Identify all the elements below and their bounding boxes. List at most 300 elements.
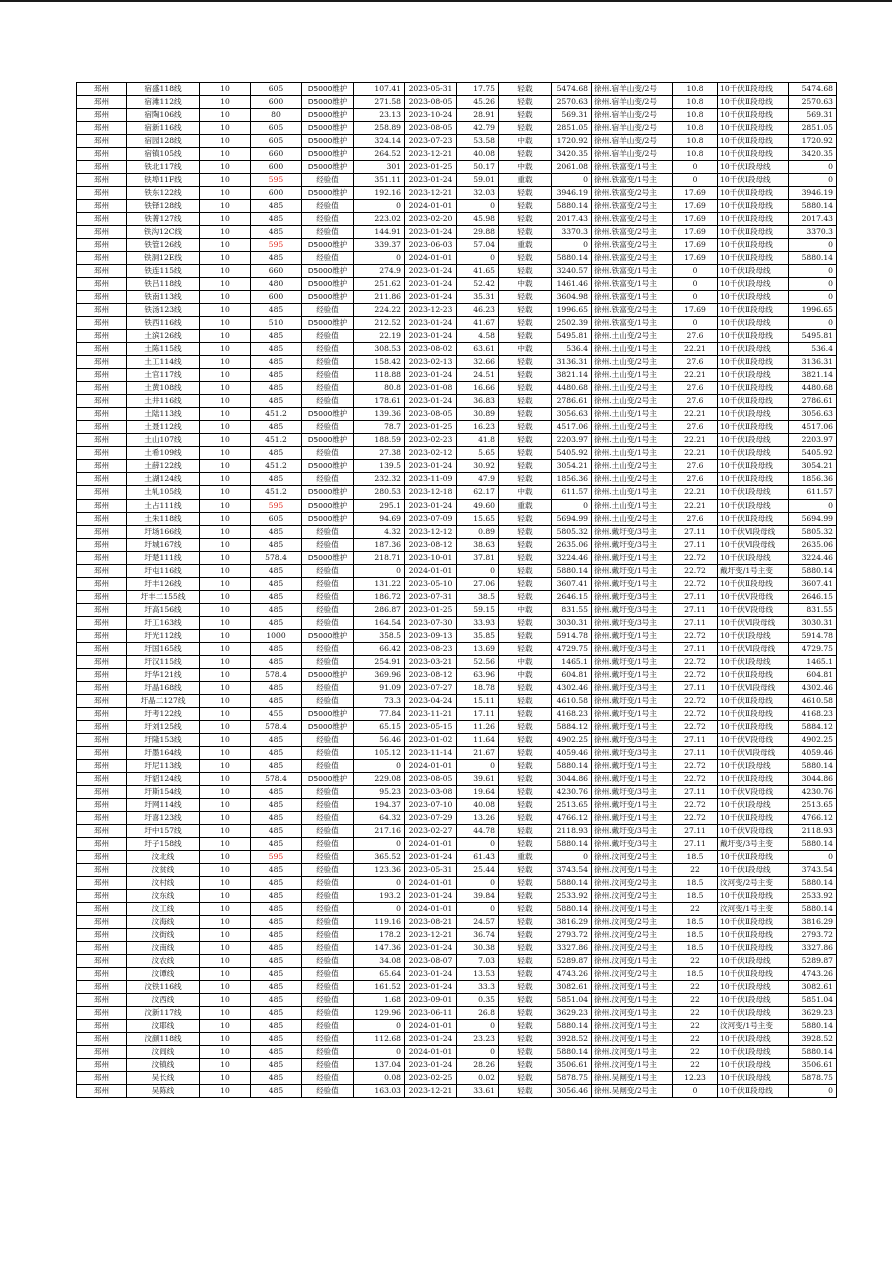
- status-cell: 轻载: [499, 629, 552, 642]
- transformer-rate-cell: 27.11: [673, 642, 718, 655]
- substation-cell: 徐州.戴圩变/1号主: [592, 551, 673, 564]
- voltage-cell: 10: [200, 174, 251, 187]
- margin-cell: 5884.12: [552, 720, 592, 733]
- load-cell: 158.42: [354, 356, 405, 369]
- voltage-cell: 10: [200, 525, 251, 538]
- line-name-cell: 汶南线: [127, 942, 200, 955]
- margin-cell: 2502.39: [552, 317, 592, 330]
- voltage-cell: 10: [200, 850, 251, 863]
- status-cell: 轻载: [499, 317, 552, 330]
- load-cell: 163.03: [354, 1085, 405, 1098]
- load-rate-cell: 0: [457, 876, 499, 889]
- voltage-cell: 10: [200, 968, 251, 981]
- table-row: [77, 694, 837, 707]
- load-cell: 65.15: [354, 720, 405, 733]
- line-name-cell: 土滨126线: [127, 330, 200, 343]
- city-cell: 邳州: [77, 1059, 127, 1072]
- status-cell: 轻载: [499, 226, 552, 239]
- line-name-cell: 土希109线: [127, 447, 200, 460]
- transformer-rate-cell: 10.8: [673, 109, 718, 122]
- voltage-cell: 10: [200, 473, 251, 486]
- margin-cell: 2533.92: [552, 889, 592, 902]
- load-rate-cell: 0.02: [457, 1072, 499, 1085]
- voltage-cell: 10: [200, 538, 251, 551]
- line-name-cell: 宿盛118线: [127, 83, 200, 96]
- status-cell: 轻载: [499, 564, 552, 577]
- line-name-cell: 汶村线: [127, 876, 200, 889]
- substation-cell: 徐州.汶河变/2号主: [592, 850, 673, 863]
- voltage-cell: 10: [200, 252, 251, 265]
- source-cell: D5000维护: [302, 122, 354, 135]
- transformer-rate-cell: 27.6: [673, 512, 718, 525]
- capacity-cell: 485: [251, 200, 302, 213]
- transformer-rate-cell: 18.5: [673, 929, 718, 942]
- transformer-rate-cell: 27.11: [673, 785, 718, 798]
- table-row: [77, 1085, 837, 1098]
- load-cell: 271.58: [354, 96, 405, 109]
- load-rate-cell: 62.17: [457, 486, 499, 499]
- transformer-rate-cell: 27.11: [673, 616, 718, 629]
- line-name-cell: 圩子158线: [127, 837, 200, 850]
- substation-cell: 徐州.铁富变/1号主: [592, 161, 673, 174]
- source-cell: D5000维护: [302, 109, 354, 122]
- line-name-cell: 圩华121线: [127, 668, 200, 681]
- substation-cell: 徐州.铁富变/1号主: [592, 291, 673, 304]
- load-rate-cell: 52.56: [457, 655, 499, 668]
- capacity-cell: 485: [251, 929, 302, 942]
- load-cell: 34.08: [354, 955, 405, 968]
- load-rate-cell: 63.96: [457, 668, 499, 681]
- line-name-cell: 土陈115线: [127, 343, 200, 356]
- status-cell: 轻载: [499, 681, 552, 694]
- date-cell: 2023-01-25: [405, 603, 457, 616]
- table-row: [77, 733, 837, 746]
- voltage-cell: 10: [200, 824, 251, 837]
- transformer-rate-cell: 22.72: [673, 707, 718, 720]
- available-cell: 3136.31: [789, 356, 837, 369]
- source-cell: 经验值: [302, 863, 354, 876]
- available-cell: 5289.87: [789, 955, 837, 968]
- margin-cell: 4610.58: [552, 694, 592, 707]
- source-cell: 经验值: [302, 252, 354, 265]
- source-cell: 经验值: [302, 994, 354, 1007]
- load-rate-cell: 30.89: [457, 408, 499, 421]
- margin-cell: 3816.29: [552, 916, 592, 929]
- bus-cell: 10千伏Ⅱ段母线: [718, 811, 789, 824]
- table-row: [77, 200, 837, 213]
- load-cell: 324.14: [354, 135, 405, 148]
- table-row: [77, 1007, 837, 1020]
- status-cell: 轻载: [499, 733, 552, 746]
- bus-cell: 10千伏Ⅱ段母线: [718, 850, 789, 863]
- line-name-cell: 铁东122线: [127, 187, 200, 200]
- capacity-cell: 485: [251, 981, 302, 994]
- margin-cell: 4766.12: [552, 811, 592, 824]
- line-name-cell: 铁沟12C线: [127, 226, 200, 239]
- load-rate-cell: 13.69: [457, 642, 499, 655]
- margin-cell: 1996.65: [552, 304, 592, 317]
- date-cell: 2023-01-08: [405, 382, 457, 395]
- source-cell: 经验值: [302, 473, 354, 486]
- date-cell: 2023-06-03: [405, 239, 457, 252]
- table-row: [77, 239, 837, 252]
- table-row: [77, 96, 837, 109]
- voltage-cell: 10: [200, 668, 251, 681]
- load-rate-cell: 25.44: [457, 863, 499, 876]
- table-row: [77, 213, 837, 226]
- load-rate-cell: 21.67: [457, 746, 499, 759]
- substation-cell: 徐州.宿羊山变/2号: [592, 109, 673, 122]
- table-row: [77, 486, 837, 499]
- substation-cell: 徐州.土山变/1号主: [592, 499, 673, 512]
- date-cell: 2023-08-05: [405, 122, 457, 135]
- substation-cell: 徐州.汶河变/1号主: [592, 1007, 673, 1020]
- load-rate-cell: 32.03: [457, 187, 499, 200]
- source-cell: 经验值: [302, 1033, 354, 1046]
- city-cell: 邳州: [77, 148, 127, 161]
- transformer-rate-cell: 22: [673, 955, 718, 968]
- load-rate-cell: 59.15: [457, 603, 499, 616]
- line-name-cell: 宿新116线: [127, 122, 200, 135]
- source-cell: D5000维护: [302, 499, 354, 512]
- available-cell: 5495.81: [789, 330, 837, 343]
- substation-cell: 徐州.戴圩变/1号主: [592, 720, 673, 733]
- load-cell: 218.71: [354, 551, 405, 564]
- voltage-cell: 10: [200, 629, 251, 642]
- margin-cell: 1465.1: [552, 655, 592, 668]
- line-name-cell: 圩刘125线: [127, 720, 200, 733]
- load-rate-cell: 0: [457, 902, 499, 915]
- voltage-cell: 10: [200, 122, 251, 135]
- date-cell: 2023-03-21: [405, 655, 457, 668]
- status-cell: 重载: [499, 499, 552, 512]
- load-cell: 94.69: [354, 512, 405, 525]
- line-name-cell: 宿园128线: [127, 135, 200, 148]
- capacity-cell: 600: [251, 96, 302, 109]
- table-row: [77, 304, 837, 317]
- source-cell: D5000维护: [302, 408, 354, 421]
- load-cell: 56.46: [354, 733, 405, 746]
- voltage-cell: 10: [200, 226, 251, 239]
- table-row: [77, 161, 837, 174]
- transformer-rate-cell: 22.72: [673, 720, 718, 733]
- available-cell: 3816.29: [789, 916, 837, 929]
- available-cell: 4743.26: [789, 968, 837, 981]
- margin-cell: 3044.86: [552, 772, 592, 785]
- table-row: [77, 590, 837, 603]
- load-cell: 118.88: [354, 369, 405, 382]
- available-cell: 0: [789, 499, 837, 512]
- margin-cell: 2118.93: [552, 824, 592, 837]
- city-cell: 邳州: [77, 916, 127, 929]
- margin-cell: 3420.35: [552, 148, 592, 161]
- capacity-cell: 451.2: [251, 408, 302, 421]
- voltage-cell: 10: [200, 889, 251, 902]
- load-cell: 147.36: [354, 942, 405, 955]
- status-cell: 轻载: [499, 772, 552, 785]
- status-cell: 轻载: [499, 876, 552, 889]
- capacity-cell: 485: [251, 421, 302, 434]
- city-cell: 邳州: [77, 525, 127, 538]
- status-cell: 轻载: [499, 785, 552, 798]
- source-cell: 经验值: [302, 681, 354, 694]
- line-name-cell: 圩貂124线: [127, 772, 200, 785]
- transformer-rate-cell: 0: [673, 317, 718, 330]
- load-cell: 178.61: [354, 395, 405, 408]
- status-cell: 轻载: [499, 356, 552, 369]
- available-cell: 3629.23: [789, 1007, 837, 1020]
- bus-cell: 10千伏Ⅰ段母线: [718, 369, 789, 382]
- date-cell: 2023-08-12: [405, 538, 457, 551]
- load-rate-cell: 0: [457, 564, 499, 577]
- load-rate-cell: 36.83: [457, 395, 499, 408]
- load-rate-cell: 0: [457, 759, 499, 772]
- bus-cell: 10千伏Ⅱ段母线: [718, 707, 789, 720]
- load-cell: 66.42: [354, 642, 405, 655]
- bus-cell: 10千伏Ⅱ段母线: [718, 382, 789, 395]
- load-rate-cell: 32.66: [457, 356, 499, 369]
- city-cell: 邳州: [77, 421, 127, 434]
- substation-cell: 徐州.戴圩变/3号主: [592, 538, 673, 551]
- date-cell: 2023-11-14: [405, 746, 457, 759]
- bus-cell: 10千伏Ⅰ段母线: [718, 1072, 789, 1085]
- city-cell: 邳州: [77, 278, 127, 291]
- line-name-cell: 土黄108线: [127, 382, 200, 395]
- voltage-cell: 10: [200, 929, 251, 942]
- margin-cell: 2646.15: [552, 590, 592, 603]
- transformer-rate-cell: 22.21: [673, 499, 718, 512]
- load-rate-cell: 0.89: [457, 525, 499, 538]
- transformer-rate-cell: 27.6: [673, 395, 718, 408]
- load-rate-cell: 16.23: [457, 421, 499, 434]
- table-row: [77, 642, 837, 655]
- available-cell: 4610.58: [789, 694, 837, 707]
- available-cell: 2118.93: [789, 824, 837, 837]
- status-cell: 轻载: [499, 213, 552, 226]
- source-cell: 经验值: [302, 837, 354, 850]
- load-rate-cell: 26.8: [457, 1007, 499, 1020]
- available-cell: 1856.36: [789, 473, 837, 486]
- city-cell: 邳州: [77, 655, 127, 668]
- substation-cell: 徐州.土山变/2号主: [592, 382, 673, 395]
- source-cell: 经验值: [302, 304, 354, 317]
- source-cell: 经验值: [302, 759, 354, 772]
- margin-cell: 2793.72: [552, 929, 592, 942]
- bus-cell: 10千伏Ⅰ段母线: [718, 863, 789, 876]
- status-cell: 轻载: [499, 330, 552, 343]
- capacity-cell: 485: [251, 395, 302, 408]
- available-cell: 2793.72: [789, 929, 837, 942]
- transformer-rate-cell: 22.72: [673, 811, 718, 824]
- transformer-rate-cell: 27.11: [673, 746, 718, 759]
- load-cell: 286.87: [354, 603, 405, 616]
- table-row: [77, 629, 837, 642]
- table-row: [77, 369, 837, 382]
- line-name-cell: 汶东线: [127, 889, 200, 902]
- city-cell: 邳州: [77, 252, 127, 265]
- source-cell: D5000维护: [302, 291, 354, 304]
- available-cell: 4168.23: [789, 707, 837, 720]
- transformer-rate-cell: 27.6: [673, 421, 718, 434]
- available-cell: 2203.97: [789, 434, 837, 447]
- source-cell: 经验值: [302, 642, 354, 655]
- voltage-cell: 10: [200, 486, 251, 499]
- date-cell: 2023-07-30: [405, 616, 457, 629]
- margin-cell: 5878.75: [552, 1072, 592, 1085]
- transformer-rate-cell: 22.72: [673, 694, 718, 707]
- transformer-rate-cell: 22: [673, 863, 718, 876]
- bus-cell: 10千伏Ⅰ段母线: [718, 486, 789, 499]
- source-cell: D5000维护: [302, 83, 354, 96]
- table-row: [77, 83, 837, 96]
- city-cell: 邳州: [77, 850, 127, 863]
- available-cell: 5805.32: [789, 525, 837, 538]
- transformer-rate-cell: 22.72: [673, 668, 718, 681]
- table-row: [77, 655, 837, 668]
- transformer-rate-cell: 17.69: [673, 239, 718, 252]
- bus-cell: 10千伏Ⅱ段母线: [718, 395, 789, 408]
- transformer-rate-cell: 22.21: [673, 369, 718, 382]
- date-cell: 2023-09-13: [405, 629, 457, 642]
- line-name-cell: 土工114线: [127, 356, 200, 369]
- city-cell: 邳州: [77, 187, 127, 200]
- capacity-cell: 80: [251, 109, 302, 122]
- table-row: [77, 720, 837, 733]
- capacity-cell: 605: [251, 122, 302, 135]
- load-rate-cell: 24.57: [457, 916, 499, 929]
- margin-cell: 2851.05: [552, 122, 592, 135]
- voltage-cell: 10: [200, 343, 251, 356]
- bus-cell: 10千伏Ⅰ段母线: [718, 994, 789, 1007]
- line-name-cell: 土朱118线: [127, 512, 200, 525]
- load-cell: 369.96: [354, 668, 405, 681]
- line-name-cell: 铁南113线: [127, 291, 200, 304]
- capacity-cell: 485: [251, 681, 302, 694]
- bus-cell: 10千伏Ⅰ段母线: [718, 629, 789, 642]
- available-cell: 3224.46: [789, 551, 837, 564]
- available-cell: 5851.04: [789, 994, 837, 1007]
- margin-cell: 1461.46: [552, 278, 592, 291]
- table-row: [77, 135, 837, 148]
- available-cell: 5880.14: [789, 837, 837, 850]
- source-cell: 经验值: [302, 330, 354, 343]
- voltage-cell: 10: [200, 707, 251, 720]
- bus-cell: 10千伏Ⅴ段母线: [718, 785, 789, 798]
- table-row: [77, 434, 837, 447]
- load-rate-cell: 0: [457, 200, 499, 213]
- load-rate-cell: 24.51: [457, 369, 499, 382]
- load-rate-cell: 61.43: [457, 850, 499, 863]
- load-rate-cell: 11.64: [457, 733, 499, 746]
- voltage-cell: 10: [200, 733, 251, 746]
- line-name-cell: 圩喜123线: [127, 811, 200, 824]
- available-cell: 4059.46: [789, 746, 837, 759]
- line-name-cell: 圩中157线: [127, 824, 200, 837]
- status-cell: 轻载: [499, 994, 552, 1007]
- bus-cell: 10千伏Ⅱ段母线: [718, 239, 789, 252]
- date-cell: 2023-07-27: [405, 681, 457, 694]
- load-cell: 91.09: [354, 681, 405, 694]
- transformer-rate-cell: 10.8: [673, 135, 718, 148]
- bus-cell: 10千伏Ⅰ段母线: [718, 434, 789, 447]
- status-cell: 轻载: [499, 889, 552, 902]
- voltage-cell: 10: [200, 1072, 251, 1085]
- transformer-rate-cell: 22: [673, 1020, 718, 1033]
- substation-cell: 徐州.汶河变/1号主: [592, 1046, 673, 1059]
- capacity-cell: 485: [251, 473, 302, 486]
- date-cell: 2023-01-24: [405, 174, 457, 187]
- city-cell: 邳州: [77, 265, 127, 278]
- city-cell: 邳州: [77, 369, 127, 382]
- substation-cell: 徐州.土山变/2号主: [592, 473, 673, 486]
- transformer-rate-cell: 27.11: [673, 824, 718, 837]
- margin-cell: 831.55: [552, 603, 592, 616]
- voltage-cell: 10: [200, 655, 251, 668]
- capacity-cell: 485: [251, 382, 302, 395]
- date-cell: 2023-11-21: [405, 707, 457, 720]
- load-cell: 77.84: [354, 707, 405, 720]
- transformer-rate-cell: 18.5: [673, 876, 718, 889]
- load-cell: 112.68: [354, 1033, 405, 1046]
- date-cell: 2024-01-01: [405, 902, 457, 915]
- capacity-cell: 485: [251, 863, 302, 876]
- transformer-rate-cell: 27.6: [673, 382, 718, 395]
- capacity-cell: 485: [251, 694, 302, 707]
- city-cell: 邳州: [77, 929, 127, 942]
- voltage-cell: 10: [200, 317, 251, 330]
- table-row: [77, 395, 837, 408]
- source-cell: 经验值: [302, 421, 354, 434]
- voltage-cell: 10: [200, 512, 251, 525]
- table-row: [77, 837, 837, 850]
- bus-cell: 10千伏Ⅰ段母线: [718, 174, 789, 187]
- load-cell: 301: [354, 161, 405, 174]
- load-cell: 192.16: [354, 187, 405, 200]
- status-cell: 轻载: [499, 1085, 552, 1098]
- date-cell: 2023-08-23: [405, 642, 457, 655]
- transformer-rate-cell: 22: [673, 1046, 718, 1059]
- available-cell: 5474.68: [789, 83, 837, 96]
- margin-cell: 2203.97: [552, 434, 592, 447]
- capacity-cell: 605: [251, 512, 302, 525]
- substation-cell: 徐州.戴圩变/3号主: [592, 681, 673, 694]
- line-name-cell: 圩墨164线: [127, 746, 200, 759]
- line-name-cell: 圩场166线: [127, 525, 200, 538]
- transformer-rate-cell: 27.6: [673, 473, 718, 486]
- transformer-rate-cell: 27.6: [673, 356, 718, 369]
- bus-cell: 10千伏Ⅰ段母线: [718, 265, 789, 278]
- table-row: [77, 929, 837, 942]
- available-cell: 5880.14: [789, 902, 837, 915]
- voltage-cell: 10: [200, 1020, 251, 1033]
- table-row: [77, 1033, 837, 1046]
- line-name-cell: 宿陶106线: [127, 109, 200, 122]
- voltage-cell: 10: [200, 1007, 251, 1020]
- city-cell: 邳州: [77, 681, 127, 694]
- available-cell: 0: [789, 850, 837, 863]
- transformer-rate-cell: 27.11: [673, 525, 718, 538]
- load-cell: 217.16: [354, 824, 405, 837]
- source-cell: D5000维护: [302, 551, 354, 564]
- substation-cell: 徐州.汶河变/1号主: [592, 994, 673, 1007]
- substation-cell: 徐州.土山变/2号主: [592, 356, 673, 369]
- capacity-cell: 485: [251, 330, 302, 343]
- voltage-cell: 10: [200, 83, 251, 96]
- line-name-cell: 汶铁116线: [127, 981, 200, 994]
- substation-cell: 徐州.戴圩变/1号主: [592, 564, 673, 577]
- city-cell: 邳州: [77, 1046, 127, 1059]
- status-cell: 重载: [499, 850, 552, 863]
